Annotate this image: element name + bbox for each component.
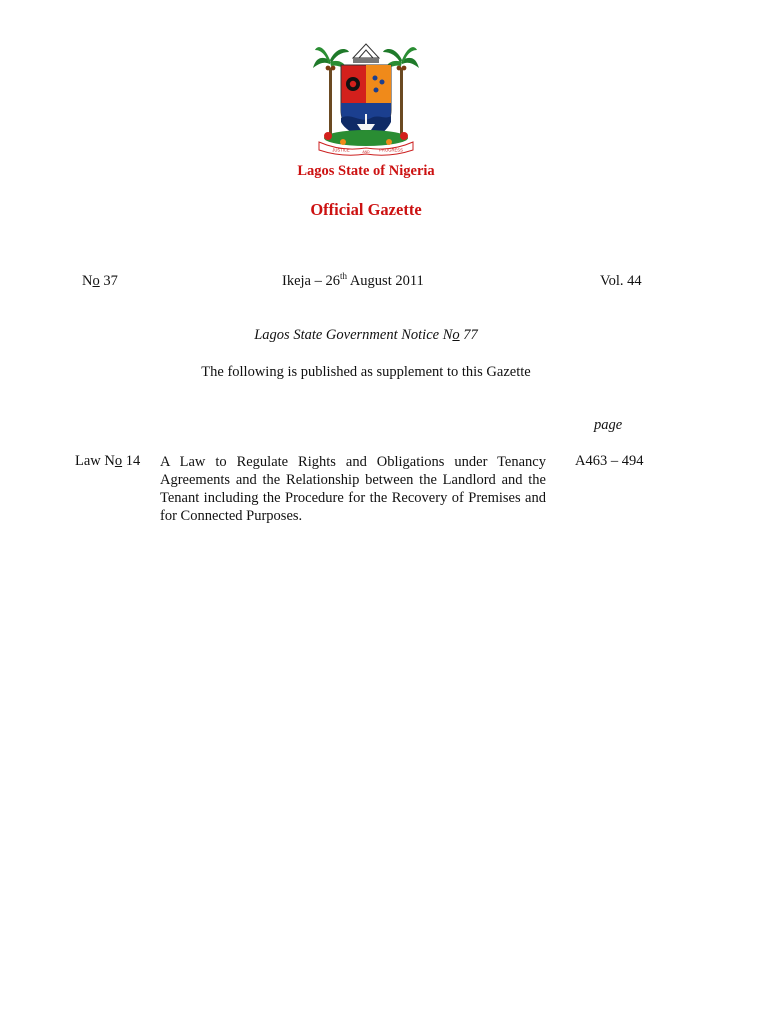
law-page-range: A463 – 494 <box>575 453 644 469</box>
law-description: A Law to Regulate Rights and Obligations under Tenancy Agreements and the Relationship between the Landlord and the Tenant including the Procedure for the Recovery of Premises and for Connected Purposes. <box>160 454 546 524</box>
lagos-coat-of-arms-logo <box>313 38 419 156</box>
motto-left-text: JUSTICE <box>332 147 350 153</box>
official-gazette-heading: Official Gazette <box>310 200 422 219</box>
shield-icon <box>341 65 391 140</box>
issue-number: No 37 <box>82 273 118 289</box>
page-column-heading: page <box>594 417 623 433</box>
crest-top-icon <box>353 44 379 63</box>
law-number: Law No 14 <box>75 453 141 469</box>
foliage-base-icon <box>324 130 408 146</box>
state-name-heading: Lagos State of Nigeria <box>297 163 435 179</box>
supplement-statement: The following is published as supplement to this Gazette <box>201 364 531 380</box>
motto-mid-text: AND <box>362 150 370 154</box>
government-notice-line: Lagos State Government Notice No 77 <box>254 327 478 343</box>
issue-date: Ikeja – 26th August 2011 <box>282 271 424 289</box>
issue-volume: Vol. 44 <box>600 273 642 289</box>
motto-right-text: PROGRESS <box>379 147 403 153</box>
